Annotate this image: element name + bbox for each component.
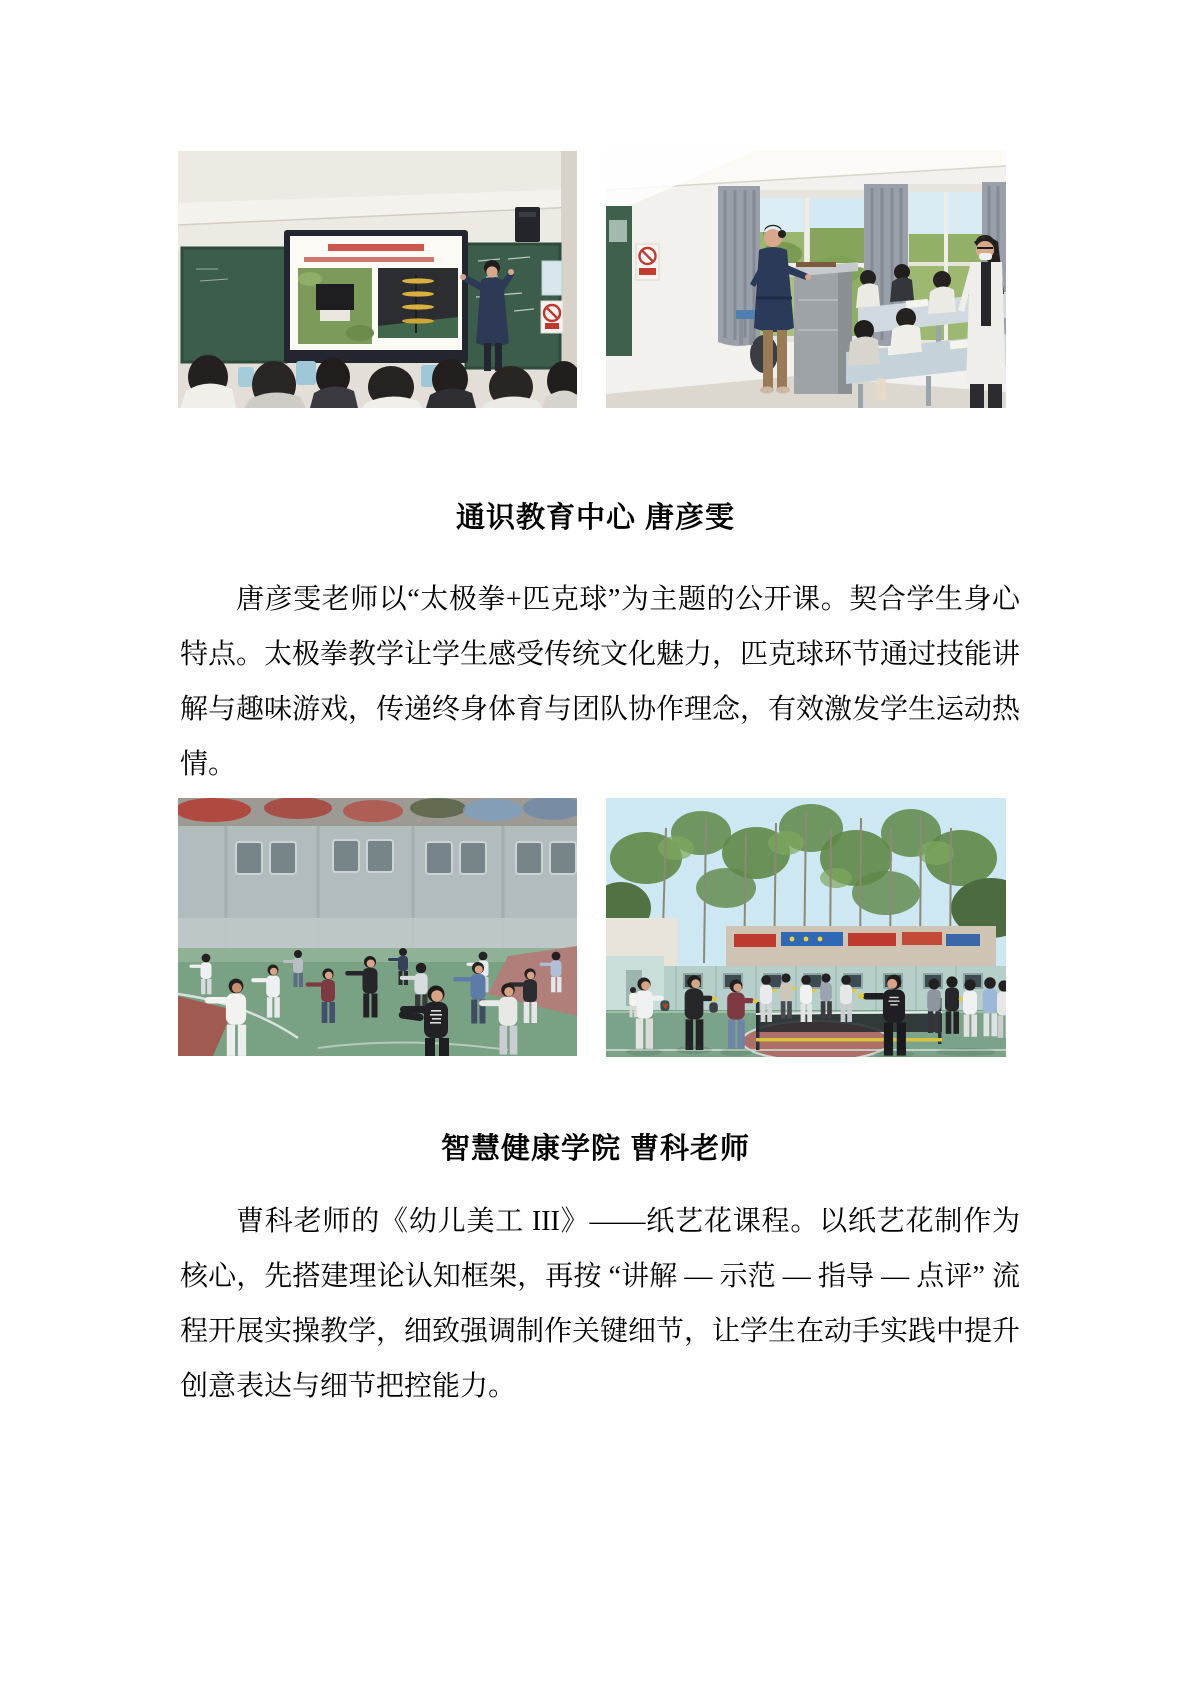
pickleball-illustration — [606, 798, 1006, 1057]
no-smoking-sign — [636, 244, 659, 280]
paragraph-cao: 曹科老师的《幼儿美工 III》——纸艺花课程。以纸艺花制作为核心，先搭建理论认知框架，再按 “讲解 — 示范 — 指导 — 点评” 流程开展实操教学，细致强调制作关键细节，让学生在动手实践中提升创意表达与细节把控能力。 — [180, 1206, 1021, 1402]
section-heading-zhihui: 智慧健康学院 曹科老师 — [440, 1133, 751, 1165]
classroom-podium-illustration — [606, 150, 1006, 408]
classroom-smartboard-illustration — [178, 151, 577, 408]
smartboard — [284, 230, 468, 363]
photo-outdoor-taichi-practice — [178, 798, 577, 1056]
photo-classroom-podium-lecture — [606, 150, 1006, 408]
paragraph-tang: 唐彦雯老师以“太极拳+匹克球”为主题的公开课。契合学生身心特点。太极拳教学让学生感受传统文化魅力，匹克球环节通过技能讲解与趣味游戏，传递终身体育与团队协作理念，有效激发学生运动热情。 — [180, 584, 1021, 780]
photo-outdoor-pickleball-court — [606, 798, 1006, 1057]
speaker-box — [515, 207, 540, 242]
photo-classroom-smartboard-lecture — [178, 151, 577, 408]
section-heading-tongshi: 通识教育中心 唐彦雯 — [455, 502, 736, 534]
taichi-illustration — [178, 798, 577, 1056]
